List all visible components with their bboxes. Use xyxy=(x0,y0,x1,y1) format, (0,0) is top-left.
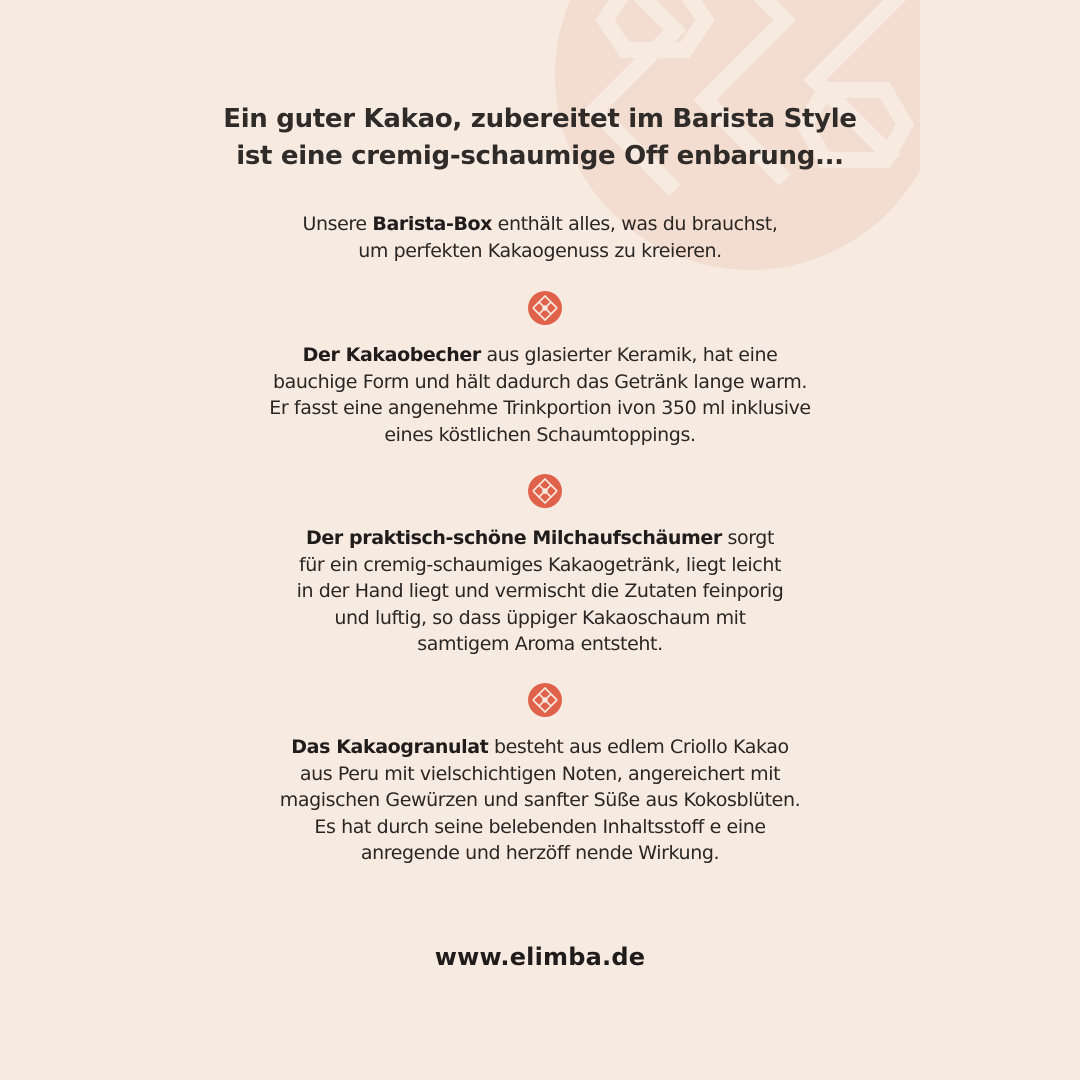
section-line: eines köstlichen Schaumtoppings. xyxy=(384,423,696,446)
section-line: und luftig, so dass üppiger Kakaoschaum mit xyxy=(334,606,746,629)
tribal-ornament-icon xyxy=(527,682,563,718)
title-line-2: ist eine cremig-schaumige Off enbarung... xyxy=(236,141,844,171)
section-line: Er fasst eine angenehme Trinkportion ivon 350 ml inklusive xyxy=(269,397,811,419)
section-text: aus glasierter Keramik, hat eine xyxy=(480,344,778,366)
section-text: sorgt xyxy=(721,527,775,549)
section-line: magischen Gewürzen und sanfter Süße aus Kokosblüten. xyxy=(279,789,801,811)
section-line: samtigem Aroma entsteht. xyxy=(417,633,663,655)
section-milchaufschaeumer xyxy=(0,525,1080,658)
section-line: bauchige Form und hält dadurch das Getränk lange warm. xyxy=(273,370,807,393)
intro-paragraph xyxy=(0,211,1080,264)
section-heading: Das Kakaogranulat xyxy=(291,736,489,758)
intro-line-2: um perfekten Kakaogenuss zu kreieren. xyxy=(358,239,722,262)
intro-post: enthält alles, was du brauchst, xyxy=(492,213,778,235)
tribal-ornament-icon xyxy=(527,473,563,509)
section-text: besteht aus edlem Criollo Kakao xyxy=(488,736,789,758)
section-kakaogranulat xyxy=(0,734,1080,867)
section-heading: Der praktisch-schöne Milchaufschäumer xyxy=(305,527,722,549)
tribal-ornament-icon xyxy=(527,290,563,326)
section-kakaobecher xyxy=(0,342,1080,448)
website-link[interactable]: www.elimba.de xyxy=(434,943,646,971)
section-line: aus Peru mit vielschichtigen Noten, angereichert mit xyxy=(299,762,781,785)
intro-pre: Unsere xyxy=(302,213,373,235)
section-line: Es hat durch seine belebenden Inhaltsstoff e eine xyxy=(314,815,766,838)
intro-bold: Barista-Box xyxy=(372,213,493,235)
title-line-1: Ein guter Kakao, zubereitet im Barista Style xyxy=(223,104,857,134)
section-heading: Der Kakaobecher xyxy=(302,344,481,366)
section-line: anregende und herzöff nende Wirkung. xyxy=(360,842,720,864)
section-line: in der Hand liegt und vermischt die Zutaten feinporig xyxy=(296,580,784,602)
page-title xyxy=(0,101,1080,175)
section-line: für ein cremig-schaumiges Kakaogetränk, liegt leicht xyxy=(298,553,782,576)
